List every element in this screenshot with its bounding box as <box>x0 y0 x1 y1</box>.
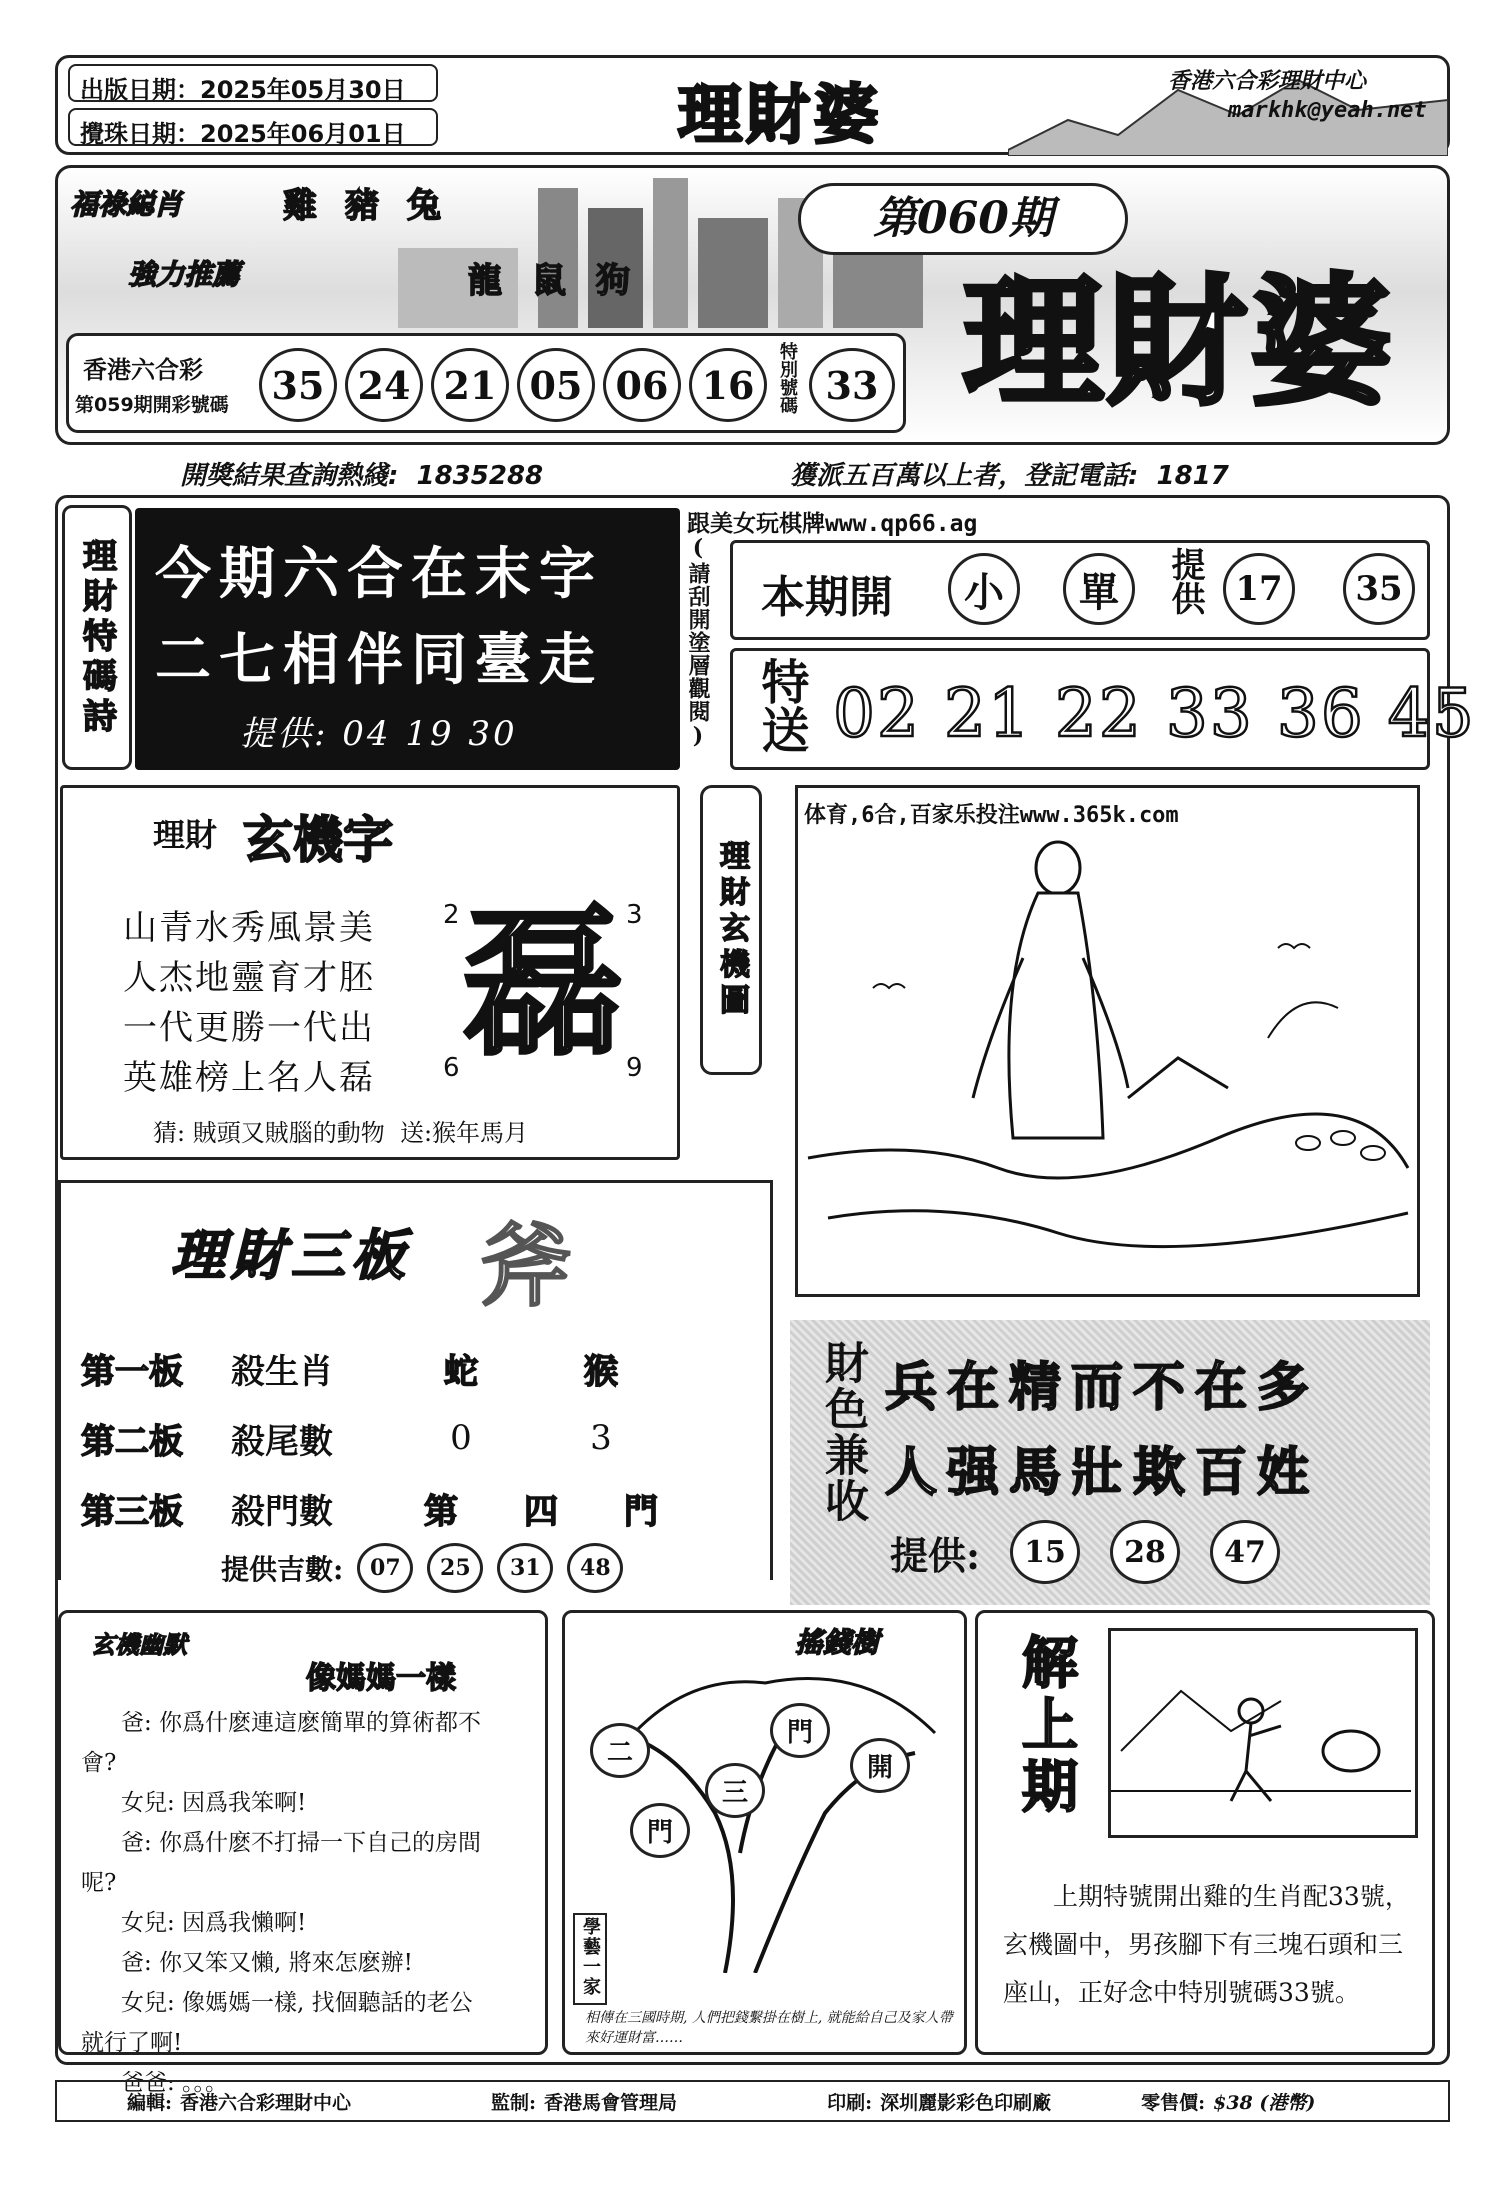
win-ball-1: 35 <box>259 348 337 422</box>
editor: 香港六合彩理財中心 <box>180 2091 352 2114</box>
lucky-ball-2: 25 <box>427 1543 483 1593</box>
draw-date: 2025年06月01日 <box>200 120 406 148</box>
board-1-label: 第一板 <box>81 1351 183 1392</box>
three-boards-box <box>58 1180 773 1586</box>
special-label: 特別號碼 <box>777 342 798 414</box>
mystery-title-a: 理財 <box>153 816 218 854</box>
joke-line-7: 爸: 你又笨又懶, 將來怎麽辦! <box>121 1950 413 1976</box>
tree-side: 學藝一家 <box>573 1913 607 2005</box>
last-issue-title: 解上期 <box>1013 1633 1079 1819</box>
mystery-line-1: 山青水秀風景美 <box>123 908 375 948</box>
mystery-line-3: 一代更勝一代出 <box>123 1008 375 1048</box>
board-row-1 <box>81 1333 761 1543</box>
tree-fruit-4: 門 <box>630 1803 690 1858</box>
issue-number: 第060期 <box>798 183 1128 255</box>
win-ball-2: 24 <box>345 348 423 422</box>
wealth-box <box>790 1320 1430 1605</box>
wealth-provide-label: 提供: <box>890 1532 981 1578</box>
zodiac-5: 鼠 <box>532 261 566 301</box>
lucky-row <box>221 1543 623 1593</box>
joke-lines <box>81 1703 541 2103</box>
board-3-label: 第三板 <box>81 1491 183 1532</box>
draw-label: 攪珠日期： <box>80 120 200 148</box>
win-ball-3: 21 <box>431 348 509 422</box>
winning-numbers <box>259 348 767 422</box>
zodiac-4: 龍 <box>468 261 502 301</box>
poem-provide: 提供: 04 19 30 <box>240 714 518 754</box>
board-2-value-1: 0 <box>450 1418 472 1458</box>
joke-line-1: 爸: 你爲什麽連這麽簡單的算術都不 <box>121 1710 482 1736</box>
banner <box>55 165 1450 445</box>
small-logo: 理財婆 <box>678 78 882 153</box>
printer-label: 印刷: <box>827 2091 873 2114</box>
zodiac-row-2 <box>468 253 630 302</box>
joke-line-3: 女兒: 因爲我笨啊! <box>121 1790 307 1816</box>
tree-caption: 相傳在三國時期, 人們把錢繫掛在樹上, 就能給自己及家人帶來好運財富…… <box>585 2010 953 2046</box>
tree-fruit-5: 三 <box>705 1763 765 1818</box>
org-name: 香港六合彩理財中心 <box>1168 68 1367 94</box>
joke-line-6: 女兒: 因爲我懶啊! <box>121 1910 307 1936</box>
mystery-big-char: 磊 <box>463 889 624 1077</box>
zodiac-3: 兔 <box>407 186 441 226</box>
zodiac-6: 狗 <box>596 261 630 301</box>
board-3-kill: 殺門數 <box>231 1491 333 1532</box>
tree-title: 搖錢樹 <box>795 1626 880 1659</box>
hotline-left: 開獎結果查詢熱綫: 1835288 <box>180 461 544 491</box>
poem-line-2: 二七相伴同臺走 <box>155 627 603 693</box>
corner-6: 6 <box>443 1053 460 1083</box>
tree-fruit-1: 二 <box>590 1723 650 1778</box>
poem-side-title: 理財特碼詩 <box>76 537 117 738</box>
lady-illustration <box>798 838 1418 1293</box>
poem-line-1: 今期六合在末字 <box>155 541 603 607</box>
last-issue-box <box>975 1610 1435 2055</box>
three-boards-title-char: 斧 <box>481 1213 571 1319</box>
lucky-ball-4: 48 <box>567 1543 623 1593</box>
open-number-1: 17 <box>1223 553 1295 625</box>
last-issue-text: 上期特號開出雞的生肖配33號，玄機圖中，男孩腳下有三塊石頭和三座山，正好念中特別號碼33號。 <box>1003 1882 1410 2007</box>
board-1-value-2: 猴 <box>584 1351 618 1392</box>
ad-365k[interactable]: 体育,6合,百家乐投注www.365k.com <box>804 803 1179 828</box>
board-1-value-1: 蛇 <box>444 1351 478 1392</box>
board-2-value-2: 3 <box>590 1418 612 1458</box>
wealth-side: 財色兼收 <box>817 1340 868 1524</box>
mystery-title-b: 玄機字 <box>243 810 393 869</box>
big-logo: 理財婆 <box>963 261 1396 425</box>
joke-line-4: 爸: 你爲什麽不打掃一下自己的房間 <box>121 1830 482 1856</box>
tree-fruit-2: 門 <box>770 1703 830 1758</box>
open-label: 本期開 <box>761 572 893 623</box>
tree-fruit-3: 開 <box>850 1738 910 1793</box>
win-ball-4: 05 <box>517 348 595 422</box>
tree-box <box>562 1610 967 2055</box>
joke-title: 像媽媽一樣 <box>306 1661 456 1696</box>
open-number-2: 35 <box>1343 553 1415 625</box>
open-box <box>730 540 1430 640</box>
corner-3: 3 <box>626 900 643 930</box>
lotto-issue: 第059期開彩號碼 <box>75 394 229 416</box>
wealth-ball-2: 28 <box>1110 1520 1180 1584</box>
zodiac-1: 雞 <box>283 186 317 226</box>
supervisor: 香港馬會管理局 <box>544 2091 678 2114</box>
publish-label: 出版日期： <box>80 76 200 104</box>
board-2-label: 第二板 <box>81 1421 183 1462</box>
mountain-boy-illustration <box>1111 1631 1415 1835</box>
send-numbers: 02 21 22 33 36 45 <box>833 675 1476 752</box>
editor-label: 編輯: <box>127 2091 173 2114</box>
tree-illustration <box>565 1653 965 1973</box>
hotline-right: 獲派五百萬以上者，登記電話: 1817 <box>790 461 1229 491</box>
header-bar <box>55 55 1450 155</box>
mystery-guess: 猜: 賊頭又賊腦的動物 送:猴年馬月 <box>153 1119 529 1147</box>
lotto-name: 香港六合彩 <box>83 356 203 384</box>
wealth-line-1: 兵在精而不在多 <box>885 1357 1320 1418</box>
picture-side-box <box>700 785 762 1075</box>
zodiac-row-1 <box>283 178 441 227</box>
open-provide-label: 提供 <box>1165 547 1205 615</box>
tag-recommend: 強力推薦 <box>128 258 241 291</box>
joke-line-8: 女兒: 像媽媽一樣, 找個聽話的老公 <box>121 1990 473 2016</box>
joke-line-5: 呢? <box>81 1870 117 1896</box>
joke-line-2: 會? <box>81 1750 117 1776</box>
board-3-value-3: 門 <box>624 1491 658 1532</box>
tag-lucky-zodiac: 福祿縂肖 <box>70 188 183 221</box>
board-2-kill: 殺尾數 <box>231 1421 333 1462</box>
board-1-kill: 殺生肖 <box>231 1351 333 1392</box>
mystery-picture-box <box>795 785 1420 1297</box>
scratch-note: (請刮開塗層觀閱) <box>685 535 711 750</box>
corner-9: 9 <box>626 1053 643 1083</box>
publish-date-box <box>68 64 438 102</box>
joke-line-9: 就行了啊! <box>81 2030 183 2056</box>
price: $38 (港幣) <box>1213 2091 1316 2114</box>
last-issue-picture <box>1108 1628 1418 1838</box>
mystery-line-2: 人杰地靈育才胚 <box>123 958 375 998</box>
three-boards-title: 理財三板 <box>171 1223 411 1287</box>
board-3-value-2: 四 <box>524 1491 558 1532</box>
board-3-value-1: 第 <box>424 1491 458 1532</box>
mystery-word-box <box>60 785 680 1160</box>
poem-side-box <box>62 505 132 770</box>
printer: 深圳麗影彩色印刷廠 <box>880 2091 1052 2114</box>
mystery-line-4: 英雄榜上名人磊 <box>123 1058 375 1098</box>
joke-tag: 玄機幽默 <box>91 1630 187 1659</box>
special-ball: 33 <box>809 348 895 422</box>
lucky-ball-1: 07 <box>357 1543 413 1593</box>
price-label: 零售價: <box>1141 2091 1206 2114</box>
wealth-ball-1: 15 <box>1010 1520 1080 1584</box>
ad-qp66[interactable]: 跟美女玩棋牌www.qp66.ag <box>687 511 978 537</box>
picture-side-title: 理財玄機圖 <box>714 840 749 1020</box>
footer <box>55 2080 1450 2122</box>
wealth-provide-row <box>890 1520 1280 1584</box>
lucky-ball-3: 31 <box>497 1543 553 1593</box>
email: markhk@yeah.net <box>1228 98 1427 123</box>
joke-box <box>58 1610 548 2096</box>
wealth-ball-3: 47 <box>1210 1520 1280 1584</box>
open-ball-odd: 單 <box>1063 553 1135 625</box>
joke-line-10: 爸爸: 。。。 <box>121 2070 229 2096</box>
open-ball-small: 小 <box>948 553 1020 625</box>
supervisor-label: 監制: <box>491 2091 537 2114</box>
draw-result-box <box>66 333 906 433</box>
lucky-label: 提供吉數: <box>221 1553 344 1586</box>
corner-2: 2 <box>443 900 460 930</box>
win-ball-6: 16 <box>689 348 767 422</box>
send-box <box>730 648 1476 770</box>
draw-date-box <box>68 108 438 146</box>
poem-panel <box>135 508 680 770</box>
send-label: 特送 <box>753 657 809 753</box>
wealth-line-2: 人强馬壯欺百姓 <box>885 1442 1320 1503</box>
zodiac-2: 豬 <box>345 186 379 226</box>
win-ball-5: 06 <box>603 348 681 422</box>
publish-date: 2025年05月30日 <box>200 76 406 104</box>
